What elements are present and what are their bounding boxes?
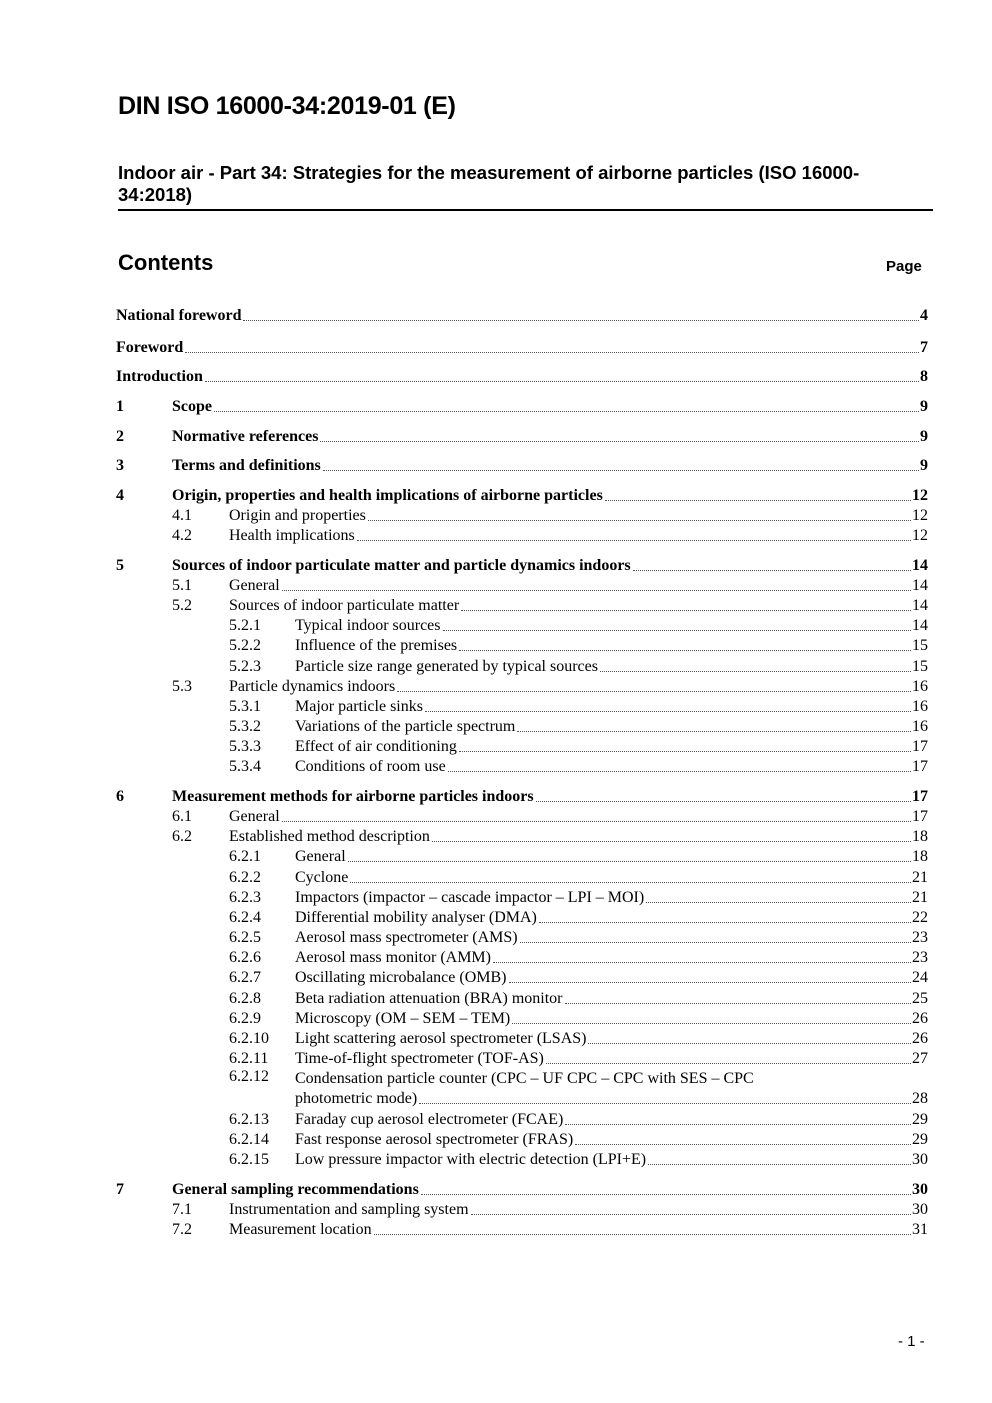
toc-entry[interactable] bbox=[116, 696, 928, 716]
toc-entry-title: Terms and definitions bbox=[172, 457, 321, 475]
leader-dots bbox=[397, 691, 911, 692]
toc-entry-number: 5.3.2 bbox=[229, 718, 261, 736]
toc-entry-number: 4.1 bbox=[172, 507, 192, 525]
toc-entry-title: Impactors (impactor – cascade impactor – LPI – MOI) bbox=[295, 889, 645, 907]
toc-entry-page: 23 bbox=[912, 949, 928, 967]
leader-dots bbox=[565, 1124, 911, 1125]
toc-entry-number: 6.2.4 bbox=[229, 909, 261, 927]
toc-entry-page: 23 bbox=[912, 929, 928, 947]
toc-entry-title-continued: photometric mode) bbox=[295, 1090, 418, 1108]
leader-dots bbox=[205, 381, 919, 382]
toc-entry[interactable] bbox=[116, 426, 928, 446]
toc-entry-title: Foreword bbox=[116, 339, 184, 357]
leader-dots bbox=[646, 902, 911, 903]
toc-entry-number: 1 bbox=[116, 398, 124, 416]
toc-entry-title: Sources of indoor particulate matter bbox=[229, 597, 460, 615]
document-title: DIN ISO 16000-34:2019-01 (E) bbox=[118, 92, 456, 120]
toc-entry-title: Origin, properties and health implications of airborne particles bbox=[172, 487, 603, 505]
toc-entry-page: 15 bbox=[912, 637, 928, 655]
toc-entry[interactable] bbox=[116, 1149, 928, 1169]
toc-entry-title: Instrumentation and sampling system bbox=[229, 1201, 469, 1219]
toc-entry-page: 12 bbox=[912, 527, 928, 545]
toc-entry-title: Condensation particle counter (CPC – UF CPC – CPC with SES – CPC bbox=[295, 1070, 754, 1088]
leader-dots bbox=[600, 671, 911, 672]
toc-entry-number: 5.3 bbox=[172, 678, 192, 696]
toc-entry-number: 6.2.9 bbox=[229, 1010, 261, 1028]
toc-entry-title: General bbox=[295, 848, 346, 866]
toc-entry-page: 16 bbox=[912, 698, 928, 716]
toc-entry-title: Particle size range generated by typical sources bbox=[295, 658, 598, 676]
toc-entry[interactable] bbox=[116, 1179, 928, 1199]
toc-entry[interactable] bbox=[116, 337, 928, 357]
leader-dots bbox=[443, 630, 911, 631]
toc-entry-title: Scope bbox=[172, 398, 212, 416]
toc-entry[interactable] bbox=[116, 485, 928, 505]
toc-entry[interactable] bbox=[116, 1028, 928, 1048]
toc-entry-title: General sampling recommendations bbox=[172, 1181, 419, 1199]
toc-entry-page: 26 bbox=[912, 1010, 928, 1028]
toc-entry-number: 6.2.3 bbox=[229, 889, 261, 907]
toc-entry-number: 6.1 bbox=[172, 808, 192, 826]
leader-dots bbox=[357, 540, 911, 541]
toc-entry[interactable] bbox=[116, 366, 928, 386]
leader-dots bbox=[421, 1194, 911, 1195]
toc-entry-page: 14 bbox=[912, 577, 928, 595]
toc-entry-title: General bbox=[229, 808, 280, 826]
leader-dots bbox=[565, 1003, 912, 1004]
toc-entry-title: Differential mobility analyser (DMA) bbox=[295, 909, 537, 927]
toc-entry-page: 26 bbox=[912, 1030, 928, 1048]
toc-entry-number: 5.2 bbox=[172, 597, 192, 615]
toc-entry-page: 8 bbox=[920, 368, 928, 386]
toc-entry-page: 17 bbox=[912, 808, 928, 826]
toc-entry-page: 15 bbox=[912, 658, 928, 676]
toc-entry[interactable] bbox=[116, 806, 928, 826]
toc-entry-title: Major particle sinks bbox=[295, 698, 423, 716]
toc-entry[interactable] bbox=[116, 455, 928, 475]
toc-entry-title: Introduction bbox=[116, 368, 203, 386]
toc-entry[interactable] bbox=[116, 1109, 928, 1129]
toc-entry-title: Normative references bbox=[172, 428, 319, 446]
toc-entry-title: Time-of-flight spectrometer (TOF-AS) bbox=[295, 1050, 544, 1068]
toc-entry[interactable] bbox=[116, 846, 928, 866]
toc-entry-number: 5.1 bbox=[172, 577, 192, 595]
toc-entry-number: 6.2.15 bbox=[229, 1151, 269, 1169]
toc-entry[interactable] bbox=[116, 947, 928, 967]
toc-entry-title: Beta radiation attenuation (BRA) monitor bbox=[295, 990, 563, 1008]
toc-entry-title: Fast response aerosol spectrometer (FRAS) bbox=[295, 1131, 574, 1149]
toc-entry[interactable] bbox=[116, 396, 928, 416]
leader-dots bbox=[588, 1043, 911, 1044]
leader-dots bbox=[425, 711, 911, 712]
toc-entry-page: 18 bbox=[912, 828, 928, 846]
toc-entry-page: 30 bbox=[912, 1181, 928, 1199]
leader-dots bbox=[320, 441, 919, 442]
toc-entry-title: Measurement methods for airborne particles indoors bbox=[172, 788, 534, 806]
toc-entry-title: Faraday cup aerosol electrometer (FCAE) bbox=[295, 1111, 564, 1129]
toc-entry-title: Health implications bbox=[229, 527, 355, 545]
toc-entry-page: 22 bbox=[912, 909, 928, 927]
toc-entry-page: 9 bbox=[920, 457, 928, 475]
leader-dots bbox=[633, 570, 911, 571]
toc-entry-page: 21 bbox=[912, 889, 928, 907]
toc-entry-title: General bbox=[229, 577, 280, 595]
toc-entry-number: 2 bbox=[116, 428, 124, 446]
toc-entry[interactable] bbox=[116, 575, 928, 595]
toc-entry[interactable] bbox=[116, 907, 928, 927]
toc-entry-page: 29 bbox=[912, 1111, 928, 1129]
toc-entry-page: 12 bbox=[912, 507, 928, 525]
toc-entry[interactable] bbox=[116, 1048, 928, 1068]
toc-entry-number: 6.2.8 bbox=[229, 990, 261, 1008]
leader-dots bbox=[214, 411, 919, 412]
toc-entry-page: 30 bbox=[912, 1151, 928, 1169]
toc-entry-title: Low pressure impactor with electric detection (LPI+E) bbox=[295, 1151, 647, 1169]
leader-dots bbox=[493, 962, 911, 963]
toc-entry-title: Origin and properties bbox=[229, 507, 366, 525]
leader-dots bbox=[605, 500, 911, 501]
leader-dots bbox=[539, 922, 911, 923]
toc-entry[interactable] bbox=[116, 867, 928, 887]
toc-entry-number: 5.2.3 bbox=[229, 658, 261, 676]
toc-entry-number: 6.2.11 bbox=[229, 1050, 269, 1068]
toc-entry[interactable] bbox=[116, 1008, 928, 1028]
leader-dots bbox=[520, 942, 911, 943]
toc-entry-page: 30 bbox=[912, 1201, 928, 1219]
toc-entry-number: 5.2.1 bbox=[229, 617, 261, 635]
toc-entry[interactable] bbox=[116, 716, 928, 736]
leader-dots bbox=[432, 841, 911, 842]
toc-entry-title: Variations of the particle spectrum bbox=[295, 718, 516, 736]
leader-dots bbox=[282, 821, 911, 822]
toc-entry-number: 6.2.12 bbox=[229, 1068, 269, 1085]
toc-entry-page: 7 bbox=[920, 339, 928, 357]
leader-dots bbox=[471, 1214, 911, 1215]
toc-entry-number: 7.1 bbox=[172, 1201, 192, 1219]
toc-entry[interactable] bbox=[116, 525, 928, 545]
toc-entry-title: Established method description bbox=[229, 828, 430, 846]
toc-entry-page: 9 bbox=[920, 398, 928, 416]
toc-entry-page: 16 bbox=[912, 678, 928, 696]
toc-entry-page: 25 bbox=[912, 990, 928, 1008]
toc-entry-number: 6.2.5 bbox=[229, 929, 261, 947]
toc-entry[interactable] bbox=[116, 1199, 928, 1219]
toc-entry-page: 17 bbox=[912, 738, 928, 756]
toc-entry-page: 4 bbox=[920, 307, 928, 325]
leader-dots bbox=[509, 982, 912, 983]
leader-dots bbox=[575, 1144, 911, 1145]
toc-entry-number: 5 bbox=[116, 557, 124, 575]
toc-entry[interactable] bbox=[116, 656, 928, 676]
toc-entry[interactable] bbox=[116, 505, 928, 525]
toc-entry-number: 6.2.2 bbox=[229, 869, 261, 887]
toc-entry-number: 6 bbox=[116, 788, 124, 806]
toc-entry-number: 5.2.2 bbox=[229, 637, 261, 655]
toc-entry-page: 14 bbox=[912, 617, 928, 635]
toc-entry-page: 9 bbox=[920, 428, 928, 446]
leader-dots bbox=[461, 610, 911, 611]
leader-dots bbox=[350, 882, 911, 883]
toc-entry-number: 7 bbox=[116, 1181, 124, 1199]
toc-entry[interactable] bbox=[116, 595, 928, 615]
toc-entry-number: 6.2.13 bbox=[229, 1111, 269, 1129]
leader-dots bbox=[323, 470, 919, 471]
leader-dots bbox=[512, 1023, 911, 1024]
toc-entry-page: 17 bbox=[912, 788, 928, 806]
toc-entry-page: 17 bbox=[912, 758, 928, 776]
leader-dots bbox=[348, 861, 911, 862]
leader-dots bbox=[419, 1103, 911, 1104]
toc-entry[interactable] bbox=[116, 756, 928, 776]
toc-entry[interactable] bbox=[116, 1219, 928, 1239]
toc-entry-number: 6.2.6 bbox=[229, 949, 261, 967]
toc-entry-title: Oscillating microbalance (OMB) bbox=[295, 969, 507, 987]
toc-entry[interactable] bbox=[116, 967, 928, 987]
toc-entry-title: Cyclone bbox=[295, 869, 349, 887]
toc-entry-page: 27 bbox=[912, 1050, 928, 1068]
toc-entry-title: Microscopy (OM – SEM – TEM) bbox=[295, 1010, 511, 1028]
leader-dots bbox=[282, 590, 911, 591]
toc-entry[interactable] bbox=[116, 736, 928, 756]
toc-entry-page: 28 bbox=[912, 1090, 928, 1108]
toc-entry-number: 4.2 bbox=[172, 527, 192, 545]
toc-entry-page: 24 bbox=[912, 969, 928, 987]
toc-entry-number: 6.2.1 bbox=[229, 848, 261, 866]
leader-dots bbox=[243, 320, 919, 321]
toc-entry[interactable] bbox=[116, 1129, 928, 1149]
toc-entry-number: 5.3.3 bbox=[229, 738, 261, 756]
toc-entry-number: 7.2 bbox=[172, 1221, 192, 1239]
toc-entry-title: Light scattering aerosol spectrometer (LSAS) bbox=[295, 1030, 587, 1048]
toc-entry-number: 4 bbox=[116, 487, 124, 505]
toc-entry-number: 6.2.7 bbox=[229, 969, 261, 987]
page-column-label: Page bbox=[886, 258, 922, 275]
toc-entry[interactable] bbox=[229, 1068, 928, 1108]
toc-entry[interactable] bbox=[116, 887, 928, 907]
document-subtitle: Indoor air - Part 34: Strategies for the measurement of airborne particles (ISO 16000-34:2018) bbox=[118, 162, 933, 211]
toc-entry-page: 16 bbox=[912, 718, 928, 736]
toc-entry-title: Conditions of room use bbox=[295, 758, 446, 776]
leader-dots bbox=[546, 1063, 911, 1064]
toc-entry[interactable] bbox=[116, 786, 928, 806]
toc-entry-title: Aerosol mass monitor (AMM) bbox=[295, 949, 491, 967]
toc-entry-title: Influence of the premises bbox=[295, 637, 458, 655]
leader-dots bbox=[459, 751, 911, 752]
toc-entry-page: 14 bbox=[912, 597, 928, 615]
toc-entry-page: 12 bbox=[912, 487, 928, 505]
toc-entry-title: Particle dynamics indoors bbox=[229, 678, 396, 696]
toc-entry-page: 14 bbox=[912, 557, 928, 575]
toc-entry-title: Typical indoor sources bbox=[295, 617, 441, 635]
leader-dots bbox=[459, 650, 911, 651]
toc-entry-number: 6.2.14 bbox=[229, 1131, 269, 1149]
toc-entry[interactable] bbox=[116, 826, 928, 846]
toc-entry-number: 5.3.1 bbox=[229, 698, 261, 716]
toc-entry[interactable] bbox=[116, 676, 928, 696]
leader-dots bbox=[448, 771, 911, 772]
toc-entry-title: Measurement location bbox=[229, 1221, 372, 1239]
toc-entry[interactable] bbox=[116, 555, 928, 575]
toc-entry-number: 5.3.4 bbox=[229, 758, 261, 776]
toc-entry-title: Effect of air conditioning bbox=[295, 738, 457, 756]
page-number: - 1 - bbox=[898, 1333, 925, 1350]
toc-entry-title: Aerosol mass spectrometer (AMS) bbox=[295, 929, 518, 947]
toc-entry[interactable] bbox=[116, 927, 928, 947]
toc-entry[interactable] bbox=[116, 635, 928, 655]
toc-entry[interactable] bbox=[116, 305, 928, 325]
leader-dots bbox=[517, 731, 911, 732]
toc-entry-title: Sources of indoor particulate matter and particle dynamics indoors bbox=[172, 557, 631, 575]
toc-entry[interactable] bbox=[116, 988, 928, 1008]
leader-dots bbox=[368, 520, 911, 521]
toc-entry-number: 6.2.10 bbox=[229, 1030, 269, 1048]
leader-dots bbox=[374, 1234, 911, 1235]
leader-dots bbox=[648, 1164, 911, 1165]
toc-entry-page: 31 bbox=[912, 1221, 928, 1239]
toc-entry-page: 29 bbox=[912, 1131, 928, 1149]
toc-entry-page: 21 bbox=[912, 869, 928, 887]
toc-entry-title: National foreword bbox=[116, 307, 242, 325]
toc-entry-number: 6.2 bbox=[172, 828, 192, 846]
leader-dots bbox=[536, 801, 911, 802]
toc-entry[interactable] bbox=[116, 615, 928, 635]
contents-heading: Contents bbox=[118, 250, 214, 275]
toc-entry-number: 3 bbox=[116, 457, 124, 475]
toc-entry-page: 18 bbox=[912, 848, 928, 866]
leader-dots bbox=[185, 352, 919, 353]
